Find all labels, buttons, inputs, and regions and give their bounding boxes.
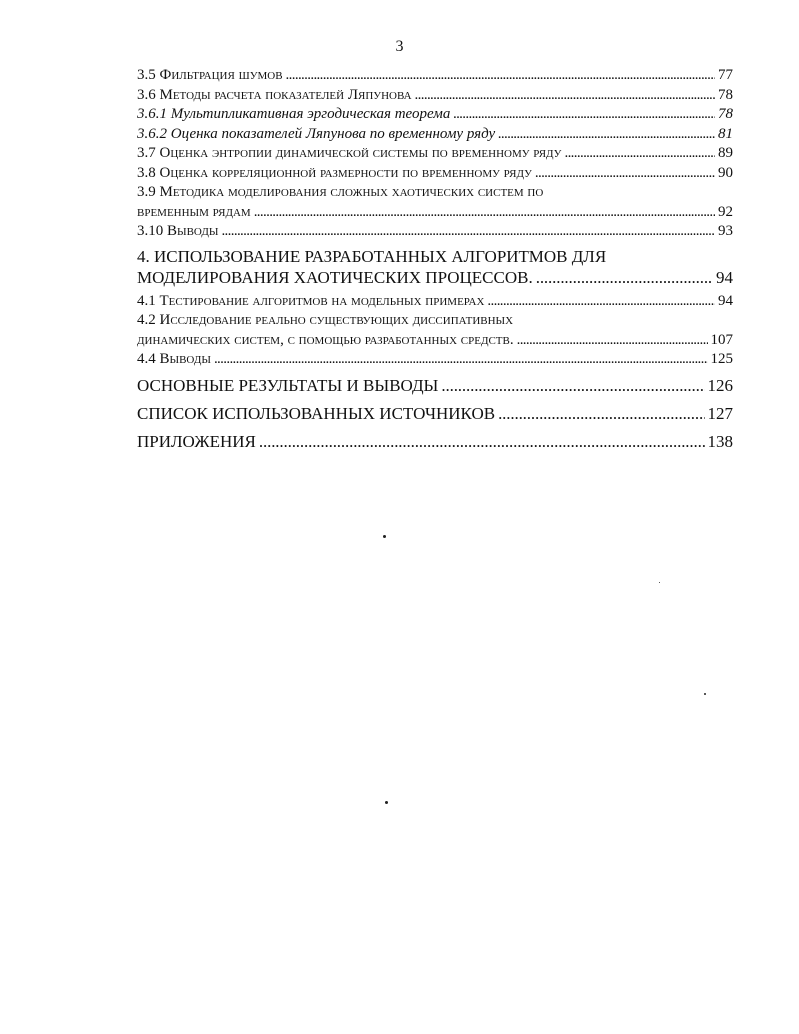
scan-speck (385, 801, 388, 804)
toc-entry-title: 3.10 Выводы (137, 223, 219, 239)
toc-entry-title-line1: 3.9 Методика моделирования сложных хаотических систем по (137, 184, 544, 200)
toc-entry-3-8 (137, 164, 733, 184)
toc-entry-title: СПИСОК ИСПОЛЬЗОВАННЫХ ИСТОЧНИКОВ (137, 403, 496, 423)
dot-leader (441, 375, 704, 396)
toc-entry-appendices (137, 431, 733, 452)
dot-leader (254, 203, 715, 223)
dot-leader (453, 105, 715, 125)
toc-entry-page: 126 (707, 375, 733, 395)
toc-entry-title-line1: 4.2 Исследование реально существующих диссипативных (137, 312, 514, 328)
dot-leader (259, 431, 705, 452)
dot-leader (286, 66, 715, 86)
toc-entry-title-line1: 4. ИСПОЛЬЗОВАНИЕ РАЗРАБОТАННЫХ АЛГОРИТМОВ ДЛЯ (137, 246, 607, 266)
toc-entry-page: 78 (718, 86, 733, 103)
toc-entry-page: 92 (718, 203, 733, 220)
scan-speck (704, 693, 706, 695)
toc-entry-page: 94 (716, 267, 733, 287)
dot-leader (221, 222, 715, 242)
toc-entry-title-line2: МОДЕЛИРОВАНИЯ ХАОТИЧЕСКИХ ПРОЦЕССОВ. (137, 267, 533, 287)
toc-entry-title: 3.5 Фильтрация шумов (137, 67, 283, 83)
toc-entry-3-10 (137, 222, 733, 242)
scan-speck (383, 535, 386, 538)
toc-entry-page: 81 (718, 125, 733, 142)
toc-entry-4-4 (137, 350, 733, 370)
toc-entry-3-9 (137, 183, 733, 222)
toc-entry-4-1 (137, 292, 733, 312)
toc-entry-title: ОСНОВНЫЕ РЕЗУЛЬТАТЫ И ВЫВОДЫ (137, 375, 439, 395)
toc-entry-page: 125 (710, 351, 733, 367)
toc-entry-page: 89 (718, 145, 733, 161)
table-of-contents (137, 66, 733, 452)
dot-leader (487, 292, 715, 312)
toc-entry-3-7 (137, 144, 733, 164)
toc-entry-page: 78 (718, 106, 733, 122)
toc-entry-3-6 (137, 86, 733, 106)
toc-entry-page: 90 (718, 164, 733, 181)
scan-speck (659, 582, 660, 583)
toc-entry-page: 107 (710, 331, 733, 348)
toc-entry-3-6-2 (137, 125, 733, 145)
toc-entry-references (137, 403, 733, 424)
toc-entry-chapter-4 (137, 246, 733, 288)
dot-leader (564, 144, 715, 164)
toc-entry-title: 3.6.2 Оценка показателей Ляпунова по временному ряду (137, 125, 496, 142)
dot-leader (535, 164, 715, 184)
toc-entry-title-line2: временным рядам (137, 203, 251, 220)
dot-leader (415, 86, 715, 106)
dot-leader (214, 350, 708, 370)
page-number: 3 (395, 38, 404, 55)
toc-entry-3-6-1 (137, 105, 733, 125)
toc-entry-title-line2: динамических систем, с помощью разработанных средств. (137, 331, 514, 348)
toc-entry-title: 3.7 Оценка энтропии динамической системы по временному ряду (137, 145, 562, 161)
dot-leader (498, 403, 704, 424)
toc-entry-4-2 (137, 311, 733, 350)
toc-entry-results (137, 375, 733, 396)
toc-entry-3-5 (137, 66, 733, 86)
dot-leader (517, 331, 708, 351)
toc-entry-page: 94 (718, 292, 733, 309)
toc-entry-page: 138 (707, 431, 733, 451)
toc-entry-title: 3.6 Методы расчета показателей Ляпунова (137, 86, 412, 103)
dot-leader (536, 267, 713, 288)
toc-entry-title: ПРИЛОЖЕНИЯ (137, 431, 256, 451)
toc-entry-title: 3.8 Оценка корреляционной размерности по временному ряду (137, 164, 532, 181)
toc-entry-title: 4.1 Тестирование алгоритмов на модельных примерах (137, 292, 485, 309)
toc-entry-title: 4.4 Выводы (137, 351, 211, 367)
toc-entry-page: 127 (707, 403, 733, 423)
dot-leader (498, 125, 715, 145)
toc-entry-page: 93 (718, 223, 733, 239)
toc-entry-title: 3.6.1 Мультипликативная эргодическая теорема (137, 106, 451, 122)
toc-entry-page: 77 (718, 67, 733, 83)
